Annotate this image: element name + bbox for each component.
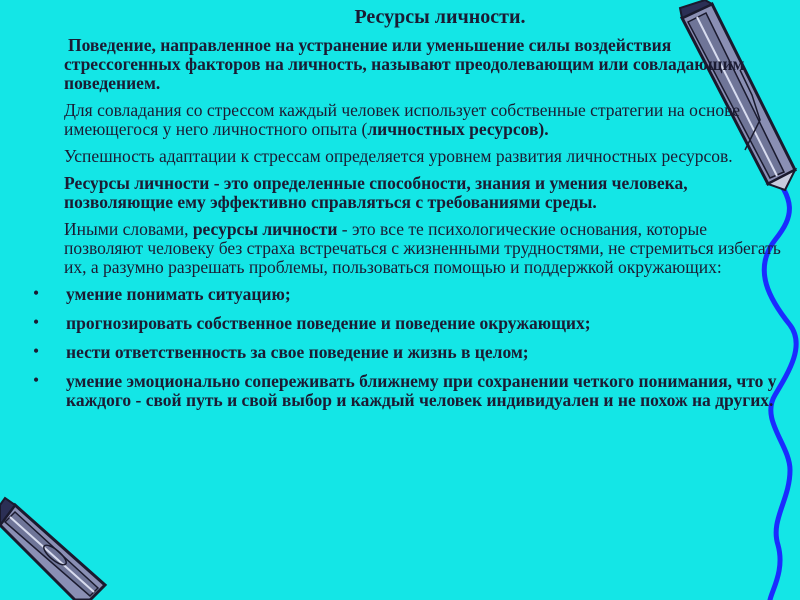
paragraph-text: Иными словами, bbox=[64, 219, 193, 239]
paragraph-resources-definition bbox=[36, 174, 786, 212]
bullet-list bbox=[33, 283, 786, 410]
paragraph-bold-text: ресурсы личности bbox=[192, 219, 338, 239]
paragraph-text: Для совладания со стрессом каждый человек использует собственные стратегии на основе имеющегося у него личностного опыта ( bbox=[64, 100, 741, 139]
list-item bbox=[33, 341, 786, 362]
paragraph-text: - это все те психологические основания, которые позволяют человеку без страха встречаться с жизненными трудностями, не стремиться избегать их, а разумно разрешать проблемы, пользоваться помощью и поддержкой окружающих: bbox=[64, 219, 781, 277]
list-item-text: прогнозировать собственное поведение и поведение окружающих; bbox=[66, 313, 591, 333]
bullet-icon: • bbox=[33, 370, 40, 390]
paragraph-bold-text: личностных ресурсов). bbox=[367, 119, 549, 139]
list-item-text: умение эмоционально сопереживать ближнему при сохранении четкого понимания, что у каждого - свой путь и свой выбор и каждый человек индивидуален и не похож на других. bbox=[66, 371, 777, 410]
page-title: Ресурсы личности. bbox=[354, 6, 526, 28]
pencil-bottom-left-icon bbox=[0, 498, 105, 600]
list-item bbox=[33, 283, 786, 304]
list-item-text: умение понимать ситуацию; bbox=[66, 284, 291, 304]
paragraph-adaptation bbox=[36, 147, 786, 166]
paragraph-coping-definition bbox=[36, 36, 786, 93]
paragraph-in-other-words bbox=[36, 220, 786, 277]
bullet-icon: • bbox=[33, 341, 40, 361]
paragraph-text: Поведение, направленное на устранение или уменьшение силы воздействия стрессогенных факторов на личность, называют преодолевающим или совладающим поведением. bbox=[64, 35, 745, 93]
content-body bbox=[33, 35, 786, 420]
bullet-icon: • bbox=[33, 312, 40, 332]
list-item-text: нести ответственность за свое поведение и жизнь в целом; bbox=[66, 342, 529, 362]
bullet-icon: • bbox=[33, 283, 40, 303]
paragraph-text: Ресурсы личности - это определенные способности, знания и умения человека, позволяющие ему эффективно справляться с требованиями среды. bbox=[64, 173, 688, 212]
paragraph-coping-strategies bbox=[36, 101, 786, 139]
list-item bbox=[33, 370, 786, 410]
paragraph-text: Успешность адаптации к стрессам определяется уровнем развития личностных ресурсов. bbox=[64, 146, 733, 166]
list-item bbox=[33, 312, 786, 333]
